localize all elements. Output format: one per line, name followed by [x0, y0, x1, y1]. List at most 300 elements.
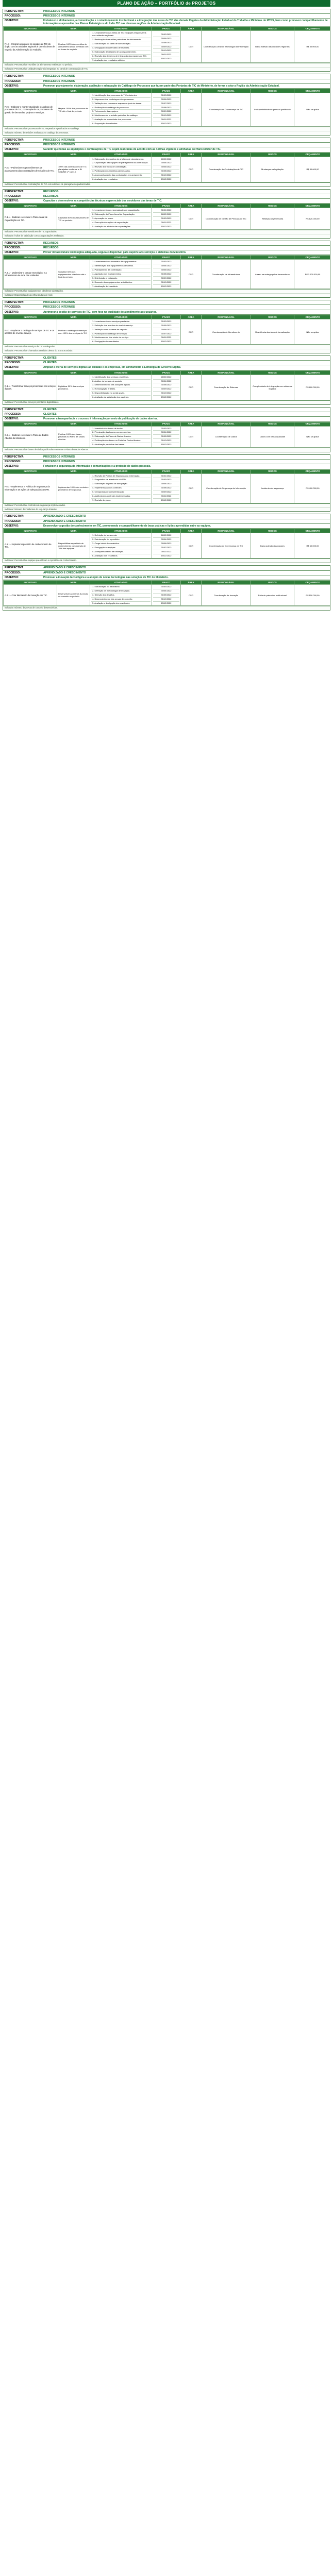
prazo-item: 31/03/2022: [153, 94, 179, 98]
prazo-item: 31/07/2022: [153, 546, 179, 550]
perspectiva-row: [3, 566, 330, 570]
column-header: META: [57, 315, 90, 319]
prazo-item: 31/03/2022: [153, 427, 179, 431]
perspectiva-row: [3, 514, 330, 519]
column-header: ATIVIDADES: [90, 89, 152, 93]
atividade-item: 5. Acompanhamento da utilização.: [91, 550, 151, 554]
perspectiva-value: CLIENTES: [43, 408, 57, 411]
atividades-cell: [90, 585, 152, 606]
responsavel-cell: Coordenação-Geral de Tecnologia da Informação: [202, 31, 251, 63]
atividade-item: 1. Levantamento do inventário de equipamentos.: [91, 260, 151, 264]
objetivo-label: OBJETIVO:: [5, 310, 19, 314]
column-header: ATIVIDADES: [90, 315, 152, 319]
atividade-item: 5. Campanhas de conscientização.: [91, 490, 151, 495]
atividade-item: 1. Estruturação do laboratório.: [91, 585, 151, 589]
prazo-item: 30/06/2022: [153, 328, 179, 332]
column-header: ATIVIDADES: [90, 256, 152, 260]
indicador-line: Indicador: Percentual de contratações de TIC com artefatos de planejamento padronizados.: [3, 182, 330, 187]
responsavel-cell: Coordenação de Atendimento: [202, 319, 251, 344]
processo-value: RECURSOS: [43, 246, 59, 249]
objetivo-label: OBJETIVO:: [5, 417, 19, 421]
prazo-cell: [152, 260, 181, 289]
prazo-item: 30/11/2022: [153, 53, 179, 57]
area-cell: CGTI: [181, 157, 202, 182]
prazo-cell: [152, 31, 181, 63]
atividade-item: 4. Publicação das bases no Portal de Dados Abertos.: [91, 439, 151, 443]
atividades-cell: [90, 208, 152, 229]
orcamento-cell: R$ 2.500.000,00: [294, 260, 331, 289]
perspectiva-label: PERSPECTIVA:: [5, 138, 24, 142]
atividade-item: 1. Levantamento das áreas de TIC e equipes responsáveis nas unidades regionais.: [91, 31, 151, 38]
riscos-cell: Falta de patrocínio institucional: [251, 585, 294, 606]
objetivo-value: Aprimorar a gestão de serviços de TIC, com foco na qualidade do atendimento aos usuários.: [43, 310, 157, 314]
prazo-item: 31/05/2022: [153, 435, 179, 439]
objetivo-label: OBJETIVO:: [5, 465, 19, 468]
objetivo-row: [3, 310, 330, 315]
column-header: ORÇAMENTO: [294, 315, 331, 319]
plan-block: [3, 454, 330, 512]
iniciativa-cell: P.3.1 - Padronizar os procedimentos de planejamento das contratações de soluções de TIC.: [4, 157, 57, 182]
iniciativa-cell: P.4.1 - Implantar o catálogo de serviços de TIC e os acordos de nível de serviço.: [4, 319, 57, 344]
objetivo-row: [3, 365, 330, 370]
processo-row: [3, 14, 330, 19]
prazo-item: 31/07/2022: [153, 332, 179, 336]
objetivo-value: Capacitar e desenvolver as competências técnicas e gerenciais dos servidores das áreas de TIC.: [43, 199, 162, 203]
perspectiva-row: [3, 74, 330, 79]
column-header: META: [57, 89, 90, 93]
atividade-item: 2. Mapeamento e modelagem dos processos.: [91, 98, 151, 102]
column-header: PRAZO: [152, 529, 181, 533]
plan-table: [3, 152, 330, 182]
objetivo-label: OBJETIVO:: [5, 524, 19, 528]
column-header: RISCOS: [251, 581, 294, 585]
processo-row: [3, 571, 330, 575]
column-header: ÁREA: [181, 27, 202, 31]
prazo-item: 30/09/2022: [153, 45, 179, 49]
prazo-item: 30/06/2022: [153, 165, 179, 170]
riscos-cell: Mudanças na legislação: [251, 157, 294, 182]
prazo-cell: [152, 473, 181, 503]
prazo-item: 31/08/2022: [153, 383, 179, 387]
atividade-item: 4. Publicação dos modelos padronizados.: [91, 170, 151, 174]
indicador-line: Indicador: Percentual de controles de segurança implementados.: [3, 503, 330, 507]
column-header: ORÇAMENTO: [294, 581, 331, 585]
prazo-item: 30/04/2022: [153, 538, 179, 542]
atividade-item: 6. Auditoria dos controles implementados.: [91, 495, 151, 499]
table-header-row: [4, 370, 331, 375]
column-header: ÁREA: [181, 469, 202, 473]
column-header: PRAZO: [152, 256, 181, 260]
atividade-item: 2. Estruturação do repositório.: [91, 538, 151, 542]
column-header: RESPONSÁVEL: [202, 529, 251, 533]
objetivo-value: Fortalecer a segurança da informação e comunicações e a proteção de dados pessoais.: [43, 465, 151, 468]
area-cell: CGTI: [181, 473, 202, 503]
plan-block: [3, 138, 330, 187]
atividades-cell: [90, 319, 152, 344]
iniciativa-cell: A.2.1 - Criar laboratório de inovação em TIC.: [4, 585, 57, 606]
table-row: [4, 375, 331, 400]
plan-table: [3, 370, 330, 400]
processo-row: [3, 79, 330, 84]
orcamento-cell: R$ 150.000,00: [294, 585, 331, 606]
prazo-item: 31/08/2022: [153, 41, 179, 45]
column-header: RISCOS: [251, 204, 294, 208]
table-row: [4, 473, 331, 503]
column-header: ATIVIDADES: [90, 370, 152, 375]
prazo-item: 28/02/2022: [153, 158, 179, 162]
prazo-item: 31/10/2022: [153, 174, 179, 178]
column-header: RESPONSÁVEL: [202, 152, 251, 157]
column-header: META: [57, 27, 90, 31]
prazo-item: 15/12/2022: [161, 340, 172, 343]
riscos-cell: Baixa adesão das unidades regionais: [251, 31, 294, 63]
processo-row: [3, 246, 330, 250]
prazo-cell: [152, 426, 181, 447]
objetivo-label: OBJETIVO:: [5, 199, 19, 203]
prazo-cell: [152, 157, 181, 182]
meta-cell: Digitalizar 50% dos serviços prioritários.: [57, 375, 90, 400]
meta-cell: Publicar o catálogo de serviços com 100% dos serviços de TIC.: [57, 319, 90, 344]
prazo-item: 30/04/2022: [153, 431, 179, 435]
atividades-cell: [90, 533, 152, 558]
area-cell: CGTI: [181, 208, 202, 229]
atividades-cell: [90, 375, 152, 400]
objetivo-row: [3, 19, 330, 26]
plan-block: [3, 407, 330, 452]
processo-label: PROCESSO:: [5, 306, 21, 309]
indicador-line: Indicador: Percentual de serviços de TIC catalogados.: [3, 345, 330, 349]
atividade-item: 3. Elaboração do plano de adequação.: [91, 482, 151, 486]
prazo-item: 31/01/2022: [153, 474, 179, 479]
atividades-list: [91, 320, 151, 344]
processo-label: PROCESSO:: [5, 79, 21, 83]
prazo-item: 31/03/2022: [153, 585, 179, 589]
processo-value: RECURSOS: [43, 194, 59, 198]
prazo-item: 30/09/2022: [153, 277, 179, 281]
column-header: RISCOS: [251, 529, 294, 533]
column-header: INICIATIVAS: [4, 152, 57, 157]
objetivo-row: [3, 524, 330, 529]
indicador-line: Indicador: Percentual de equipamentos obsoletos substituídos.: [3, 289, 330, 293]
column-header: INICIATIVAS: [4, 27, 57, 31]
atividades-cell: [90, 31, 152, 63]
prazo-item: 31/03/2022: [153, 320, 179, 324]
riscos-cell: Dados com baixa qualidade: [251, 426, 294, 447]
area-cell: CGTI: [181, 533, 202, 558]
atividade-item: 2. Definição da metodologia de inovação.: [91, 589, 151, 594]
indicador-line: Indicador: Percentual de processos de TIC mapeados e publicados no catálogo.: [3, 127, 330, 131]
column-header: ORÇAMENTO: [294, 469, 331, 473]
table-header-row: [4, 152, 331, 157]
prazo-item: 30/04/2022: [153, 264, 179, 268]
orcamento-cell: Não se aplica: [294, 93, 331, 126]
column-header: META: [57, 204, 90, 208]
column-header: INICIATIVAS: [4, 89, 57, 93]
objetivo-value: Desenvolver a gestão do conhecimento em TIC, promovendo o compartilhamento de boas práticas e lições aprendidas entre as equipes.: [43, 524, 211, 528]
processo-label: PROCESSO:: [5, 361, 21, 365]
perspectiva-row: [3, 241, 330, 246]
column-header: ATIVIDADES: [90, 469, 152, 473]
plan-block: [3, 565, 330, 611]
prazo-cell: [152, 533, 181, 558]
atividade-item: 1. Identificação dos serviços prioritários.: [91, 376, 151, 380]
atividades-list: [91, 585, 151, 605]
indicador-line: Indicador: Percentual de unidades regionais integradas ao canal de comunicação de TIC.: [3, 67, 330, 71]
column-header: INICIATIVAS: [4, 370, 57, 375]
atividade-item: 3. Revisão dos fluxos de contratação.: [91, 165, 151, 170]
perspectiva-row: [3, 190, 330, 194]
plan-table: [3, 89, 330, 127]
column-header: META: [57, 256, 90, 260]
prazo-list: [153, 474, 179, 502]
atividade-item: 1. Identificação dos processos de TIC existentes.: [91, 94, 151, 98]
objetivo-value: Garantir que todas as aquisições e contratações de TIC sejam realizadas de acordo com as normas vigentes e alinhadas ao Plano Diretor de TIC.: [43, 148, 221, 151]
atividade-item: 6. Avaliação dos resultados.: [92, 177, 118, 180]
processo-value: PROCESSOS INTERNOS: [43, 460, 75, 464]
riscos-cell: Complexidade de integração com sistemas legados: [251, 375, 294, 400]
meta-cell: Desenvolver ao menos 3 provas de conceito no período.: [57, 585, 90, 606]
column-header: ORÇAMENTO: [294, 422, 331, 426]
processo-row: [3, 519, 330, 524]
area-cell: CGTI: [181, 585, 202, 606]
responsavel-cell: Coordenação de Governança de TIC: [202, 93, 251, 126]
prazo-item: 15/12/2022: [161, 122, 172, 125]
processo-row: [3, 194, 330, 199]
atividade-item: 6. Revisão das diretrizes de integração das equipes de TIC.: [91, 55, 151, 59]
area-cell: CGTI: [181, 31, 202, 63]
column-header: RESPONSÁVEL: [202, 422, 251, 426]
column-header: ORÇAMENTO: [294, 529, 331, 533]
responsavel-cell: Coordenação de Dados: [202, 426, 251, 447]
indicador-line: Indicador: Percentual de reuniões de alinhamento realizadas no período.: [3, 63, 330, 67]
prazo-list: [153, 427, 179, 447]
atividade-item: 2. Priorização das bases a serem abertas.: [91, 431, 151, 435]
atividade-item: 5. Distribuição e instalação.: [91, 277, 151, 281]
prazo-list: [153, 585, 179, 605]
column-header: RESPONSÁVEL: [202, 469, 251, 473]
prazo-item: 30/06/2022: [153, 98, 179, 102]
objetivo-value: Promover a inovação tecnológica e a adoção de novas tecnologias nas soluções de TIC do Ministério.: [43, 575, 169, 579]
responsavel-cell: Coordenação de Inovação: [202, 585, 251, 606]
column-header: ÁREA: [181, 256, 202, 260]
atividade-item: 5. Elaboração de relatório de acompanhamento.: [91, 50, 151, 55]
plan-block: [3, 189, 330, 239]
orcamento-cell: R$ 60.000,00: [294, 533, 331, 558]
objetivo-value: Promover a transparência e o acesso à informação por meio da publicação de dados abertos.: [43, 417, 158, 421]
column-header: ÁREA: [181, 152, 202, 157]
prazo-list: [153, 158, 179, 181]
atividade-item: 1. Levantamento dos serviços prestados.: [91, 320, 151, 324]
column-header: INICIATIVAS: [4, 315, 57, 319]
perspectiva-value: RECURSOS: [43, 190, 59, 193]
perspectiva-label: PERSPECTIVA:: [5, 190, 24, 193]
atividade-item: 2. Capacitação das equipes de planejamento da contratação.: [91, 161, 151, 165]
plan-table: [3, 422, 330, 448]
atividades-list: [91, 31, 151, 62]
objetivo-label: OBJETIVO:: [5, 575, 19, 579]
responsavel-cell: Coordenação de Gestão de Pessoas de TIC: [202, 208, 251, 229]
atividade-item: 6. Divulgação dos resultados.: [92, 340, 120, 343]
perspectiva-label: PERSPECTIVA:: [5, 566, 24, 570]
perspectiva-value: CLIENTES: [43, 356, 57, 360]
column-header: PRAZO: [152, 469, 181, 473]
atividade-item: 5. Acompanhamento das contratações em andamento.: [91, 174, 151, 178]
prazo-item: 30/11/2022: [153, 221, 179, 225]
atividade-item: 2. Análise da jornada do usuário.: [91, 380, 151, 384]
prazo-item: 31/01/2022: [153, 209, 179, 213]
objetivo-label: OBJETIVO:: [5, 251, 19, 255]
indicador-line: Indicador: Disponibilidade da infraestrutura de rede.: [3, 293, 330, 297]
indicador-line: Indicador: Percentual de chamados atendidos dentro do prazo acordado.: [3, 349, 330, 353]
atividade-item: 6. Avaliação da satisfação dos usuários.: [92, 396, 129, 399]
column-header: PRAZO: [152, 581, 181, 585]
atividade-item: 6. Avaliação dos resultados.: [92, 554, 118, 557]
meta-cell: Mapear 100% dos processos de TIC até o final do período.: [57, 93, 90, 126]
atividade-item: 4. Implementação dos controles.: [91, 486, 151, 490]
prazo-item: 31/03/2022: [153, 478, 179, 482]
meta-cell: Realizar 100% das reuniões de alinhamento anual previstas com as áreas de negócio.: [57, 31, 90, 63]
column-header: RISCOS: [251, 469, 294, 473]
objetivo-value: Ampliar a oferta de serviços digitais ao cidadão e às empresas, em alinhamento à Estratégia de Governo Digital.: [43, 366, 181, 369]
processo-value: PROCESSOS INTERNOS: [43, 143, 75, 147]
plan-table: [3, 529, 330, 558]
prazo-item: 31/10/2022: [153, 114, 179, 118]
objetivo-row: [3, 575, 330, 580]
prazo-item: 31/07/2022: [153, 102, 179, 106]
area-cell: CGTI: [181, 426, 202, 447]
processo-label: PROCESSO:: [5, 194, 21, 198]
column-header: RISCOS: [251, 256, 294, 260]
riscos-cell: Resistência das áreas à formalização: [251, 319, 294, 344]
objetivo-value: Promover planejamento, elaboração, avaliação e adequação do Catálogo de Processos que fazem parte das Portarias de TIC do Ministério, de forma a criar a Região da Administração Estadual.: [43, 84, 280, 88]
orcamento-cell: R$ 50.000,00: [294, 31, 331, 63]
atividade-item: 1. Inventário das bases de dados.: [91, 427, 151, 431]
atividade-item: 2. Identificação dos equipamentos obsoletos.: [91, 264, 151, 268]
prazo-item: 31/08/2022: [153, 273, 179, 277]
prazo-cell: [152, 585, 181, 606]
plan-block: [3, 9, 330, 72]
prazo-cell: [152, 319, 181, 344]
column-header: RISCOS: [251, 27, 294, 31]
responsavel-cell: Coordenação de Governança de TIC: [202, 533, 251, 558]
responsavel-cell: Coordenação de Contratações de TIC: [202, 157, 251, 182]
column-header: ORÇAMENTO: [294, 89, 331, 93]
processo-value: PROCESSOS INTERNOS: [43, 79, 75, 83]
column-header: RISCOS: [251, 89, 294, 93]
plan-block: [3, 514, 330, 563]
perspectiva-label: PERSPECTIVA:: [5, 356, 24, 360]
table-row: [4, 260, 331, 289]
atividades-cell: [90, 157, 152, 182]
perspectiva-row: [3, 408, 330, 412]
iniciativa-cell: R.2.1 - Modernizar o parque tecnológico e a infraestrutura de rede das unidades.: [4, 260, 57, 289]
prazo-item: 15/12/2022: [161, 225, 172, 228]
atividade-item: 4. Aquisição dos equipamentos.: [91, 273, 151, 277]
perspectiva-row: [3, 9, 330, 14]
perspectiva-value: RECURSOS: [43, 241, 59, 245]
iniciativa-cell: R.1.1 - Elaborar e executar o Plano Anual de Capacitação em TIC.: [4, 208, 57, 229]
column-header: INICIATIVAS: [4, 422, 57, 426]
perspectiva-label: PERSPECTIVA:: [5, 75, 24, 78]
riscos-cell: Baixa adesão das equipes: [251, 533, 294, 558]
meta-cell: Implementar 100% dos controles prioritários de segurança.: [57, 473, 90, 503]
processo-label: PROCESSO:: [5, 519, 21, 523]
orcamento-cell: Não se aplica: [294, 426, 331, 447]
prazo-list: [153, 260, 179, 288]
prazo-list: [153, 320, 179, 344]
column-header: RESPONSÁVEL: [202, 89, 251, 93]
table-header-row: [4, 27, 331, 31]
table-row: [4, 93, 331, 126]
indicador-line: Indicador: Percentual de servidores de TIC capacitados.: [3, 230, 330, 234]
prazo-item: 30/04/2022: [153, 589, 179, 594]
prazo-item: 30/06/2022: [153, 542, 179, 546]
atividades-cell: [90, 426, 152, 447]
perspectiva-value: PROCESSOS INTERNOS: [43, 138, 75, 142]
prazo-item: 31/08/2022: [153, 486, 179, 490]
plan-table: [3, 469, 330, 503]
atividade-item: 5. Treinamento das equipes.: [91, 110, 151, 114]
perspectiva-value: APRENDIZADO E CRESCIMENTO: [43, 566, 86, 570]
iniciativa-cell: P.5.1 - Implementar a Política de Segurança da Informação e as ações de adequação à LGPD.: [4, 473, 57, 503]
prazo-item: 31/08/2022: [153, 106, 179, 110]
atividade-item: 5. Monitoramento dos níveis de serviço.: [91, 336, 151, 340]
indicador-line: Indicador: Percentual de serviços prioritários digitalizados.: [3, 400, 330, 404]
atividade-item: 2. Diagnóstico de aderência à LGPD.: [91, 478, 151, 482]
responsavel-cell: Coordenação de Segurança da Informação: [202, 473, 251, 503]
objetivo-row: [3, 84, 330, 89]
column-header: RESPONSÁVEL: [202, 315, 251, 319]
meta-cell: Disponibilizar repositório de conhecimento com adesão de 70% das equipes.: [57, 533, 90, 558]
atividade-item: 7. Revisão do plano.: [92, 498, 111, 501]
column-header: ORÇAMENTO: [294, 370, 331, 375]
prazo-item: 30/04/2022: [153, 380, 179, 384]
atividade-item: 3. Validação com as áreas de negócio.: [91, 328, 151, 332]
prazo-item: 28/02/2022: [153, 213, 179, 217]
table-row: [4, 31, 331, 63]
column-header: ORÇAMENTO: [294, 204, 331, 208]
iniciativa-cell: C.1.1 - Transformar serviços presenciais em serviços digitais.: [4, 375, 57, 400]
prazo-list: [153, 534, 179, 557]
iniciativa-cell: P.1.1 - Integrar as áreas e as equipes de TIC do órgão com as unidades regionais e demais áreas de negócio da Administração do Trabalho.: [4, 31, 57, 63]
atividades-cell: [90, 260, 152, 289]
prazo-item: 31/08/2022: [153, 170, 179, 174]
column-header: META: [57, 581, 90, 585]
column-header: PRAZO: [152, 204, 181, 208]
prazo-item: 28/02/2022: [153, 376, 179, 380]
column-header: META: [57, 422, 90, 426]
perspectiva-value: APRENDIZADO E CRESCIMENTO: [43, 515, 86, 518]
objetivo-label: OBJETIVO:: [5, 84, 19, 88]
prazo-item: 31/10/2022: [153, 392, 179, 396]
plan-table: [3, 255, 330, 289]
table-header-row: [4, 422, 331, 426]
perspectiva-label: PERSPECTIVA:: [5, 515, 24, 518]
indicador-line: Indicador: Número de revisões realizadas no catálogo de processos.: [3, 131, 330, 135]
column-header: ATIVIDADES: [90, 422, 152, 426]
prazo-item: 15/12/2022: [161, 554, 172, 557]
perspectiva-value: PROCESSOS INTERNOS: [43, 10, 75, 13]
atividade-item: 5. Atualização periódica das bases.: [92, 443, 125, 446]
column-header: PRAZO: [152, 422, 181, 426]
processo-row: [3, 412, 330, 417]
plan-block: [3, 355, 330, 405]
prazo-item: 31/05/2022: [153, 324, 179, 328]
table-header-row: [4, 581, 331, 585]
column-header: INICIATIVAS: [4, 581, 57, 585]
column-header: META: [57, 529, 90, 533]
prazo-item: 15/12/2022: [161, 284, 172, 287]
